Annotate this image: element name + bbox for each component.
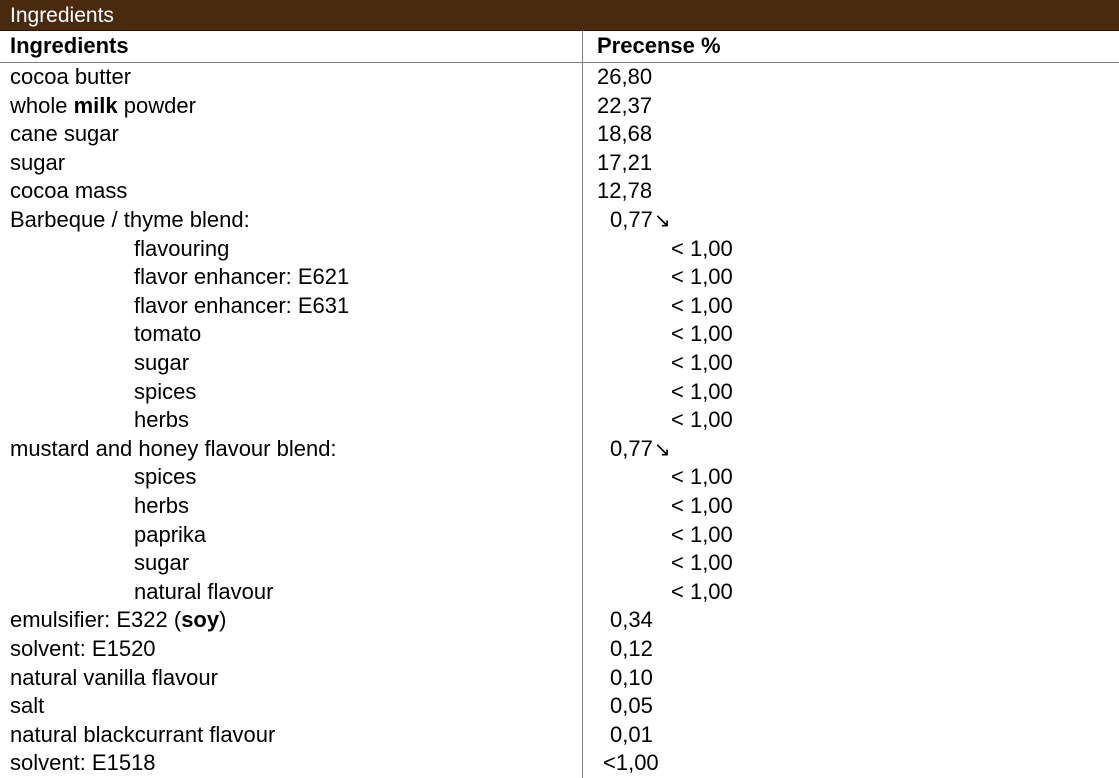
presence-number: < 1,00: [671, 292, 733, 318]
ingredient-text: solvent: E1520: [10, 636, 156, 661]
ingredient-text: sugar: [10, 149, 66, 175]
ingredient-text: sugar: [134, 550, 190, 576]
presence-number: < 1,00: [671, 578, 733, 604]
presence-value: [610, 607, 653, 633]
presence-number: 12,78: [597, 178, 653, 204]
presence-value: [597, 150, 652, 176]
ingredient-name: [10, 722, 275, 748]
ingredient-name: [134, 379, 196, 405]
ingredient-name: [134, 522, 206, 548]
presence-number: 0,05: [610, 693, 653, 719]
presence-number: < 1,00: [671, 464, 733, 490]
presence-number: 17,21: [597, 149, 653, 175]
ingredient-text: Barbeque / thyme blend:: [10, 207, 250, 232]
ingredient-text: sugar: [134, 350, 190, 375]
presence-value: [597, 178, 652, 204]
header-divider: [0, 62, 1119, 63]
ingredient-text: natural blackcurrant flavour: [10, 721, 276, 747]
ingredient-text-suffix: ): [219, 607, 227, 633]
ingredient-text: salt: [10, 693, 45, 719]
ingredient-text: herbs: [134, 407, 190, 433]
ingredient-text: whole: [10, 92, 74, 118]
ingredient-text: natural vanilla flavour: [10, 664, 218, 690]
presence-number: < 1,00: [671, 493, 733, 518]
presence-value: [610, 722, 653, 748]
presence-value: [610, 693, 653, 719]
presence-number: < 1,00: [671, 521, 733, 547]
ingredient-name: [134, 350, 189, 376]
ingredient-name: [134, 293, 349, 319]
ingredients-table: [0, 31, 1119, 778]
presence-number: 22,37: [597, 92, 653, 118]
ingredient-text: solvent: E1518: [10, 750, 156, 776]
presence-value: [671, 293, 733, 319]
ingredient-name: [134, 464, 196, 490]
presence-value: [597, 121, 652, 147]
presence-number: 0,77: [610, 207, 653, 232]
presence-number: 0,34: [610, 607, 653, 633]
ingredient-text: mustard and honey flavour blend:: [10, 435, 337, 461]
ingredient-name: [134, 407, 189, 433]
arrow-down-right-icon: ↘: [653, 210, 671, 232]
ingredient-name: [10, 64, 131, 90]
presence-number: 0,12: [610, 636, 653, 661]
presence-number: 18,68: [597, 121, 653, 147]
ingredient-text: paprika: [134, 521, 207, 547]
ingredient-text: tomato: [134, 321, 202, 347]
ingredient-text: cane sugar: [10, 121, 119, 147]
ingredient-name: [134, 579, 273, 605]
presence-value: [610, 436, 671, 463]
presence-number: < 1,00: [671, 350, 733, 375]
ingredient-text: spices: [134, 378, 197, 404]
column-header-ingredients: Ingredients: [10, 33, 129, 58]
allergen-text: milk: [73, 92, 118, 118]
presence-value: [597, 64, 652, 90]
ingredient-name: [10, 636, 156, 662]
ingredient-name: [134, 550, 189, 576]
ingredient-text: cocoa butter: [10, 64, 132, 89]
presence-value: [671, 350, 733, 376]
presence-value: [610, 665, 653, 691]
column-header-presence: Precense %: [597, 33, 721, 58]
presence-value: [671, 550, 733, 576]
ingredient-name: [10, 121, 119, 147]
ingredient-name: [10, 93, 196, 119]
presence-value: [671, 522, 733, 548]
presence-number: < 1,00: [671, 321, 733, 347]
presence-value: [671, 236, 733, 262]
table-title: Ingredients: [10, 4, 114, 27]
ingredient-name: [134, 321, 201, 347]
allergen-text: soy: [181, 607, 220, 633]
column-divider: [582, 31, 583, 778]
presence-value: [671, 407, 733, 433]
ingredient-name: [134, 264, 349, 290]
ingredient-name: [10, 665, 218, 691]
presence-number: < 1,00: [671, 378, 733, 404]
presence-value: [671, 379, 733, 405]
table-title-bar: [0, 0, 1119, 31]
presence-number: < 1,00: [671, 407, 733, 433]
presence-value: [671, 464, 733, 490]
ingredient-name: [134, 236, 229, 262]
ingredient-text: flavor enhancer: E621: [134, 264, 350, 290]
presence-value: [597, 93, 652, 119]
presence-number: < 1,00: [671, 264, 733, 290]
presence-value: [610, 636, 653, 662]
ingredient-name: [10, 750, 156, 776]
ingredient-name: [134, 493, 189, 519]
ingredient-text: natural flavour: [134, 578, 274, 604]
presence-number: 26,80: [597, 64, 653, 89]
presence-number: <1,00: [603, 750, 659, 776]
ingredient-name: [10, 607, 226, 633]
presence-value: [671, 493, 733, 519]
ingredient-name: [10, 150, 65, 176]
ingredient-text: flavouring: [134, 235, 230, 261]
presence-value: [671, 579, 733, 605]
presence-value: [610, 207, 671, 234]
presence-number: < 1,00: [671, 550, 733, 576]
presence-value: [603, 750, 659, 776]
ingredient-name: [10, 436, 337, 462]
presence-number: < 1,00: [671, 235, 733, 261]
ingredient-text: spices: [134, 464, 197, 490]
presence-number: 0,10: [610, 664, 653, 690]
presence-number: 0,77: [610, 435, 653, 461]
ingredient-text: cocoa mass: [10, 178, 128, 204]
ingredient-name: [10, 178, 127, 204]
presence-number: 0,01: [610, 721, 653, 747]
ingredient-text: herbs: [134, 493, 190, 518]
ingredient-text-suffix: powder: [117, 92, 196, 118]
ingredient-text: flavor enhancer: E631: [134, 292, 350, 318]
ingredient-text: emulsifier: E322 (: [10, 607, 182, 633]
ingredient-name: [10, 207, 250, 233]
presence-value: [671, 321, 733, 347]
ingredient-name: [10, 693, 44, 719]
arrow-down-right-icon: ↘: [653, 438, 671, 461]
presence-value: [671, 264, 733, 290]
